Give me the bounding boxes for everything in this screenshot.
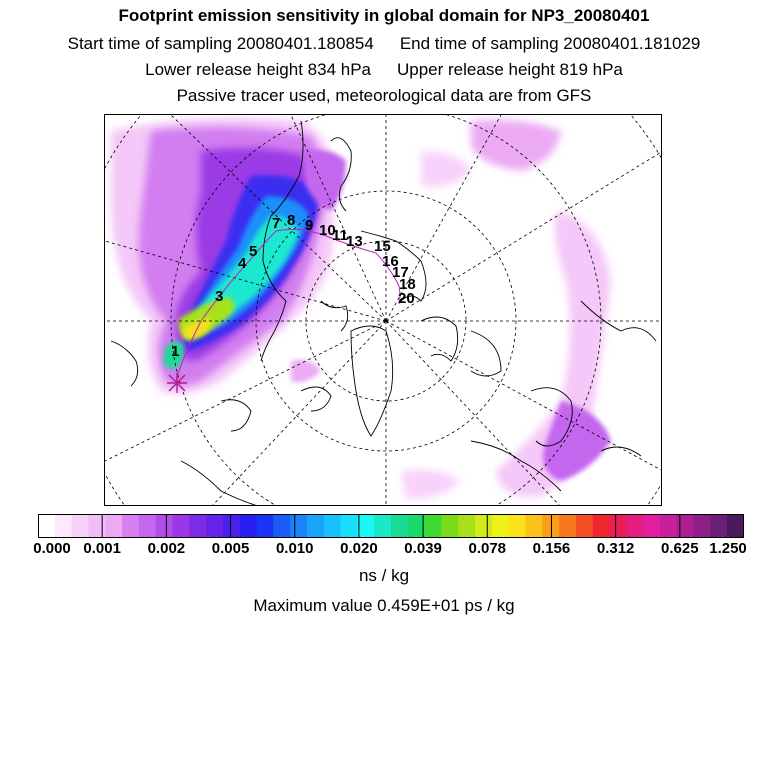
colorbar-cell bbox=[694, 514, 711, 538]
colorbar-cell bbox=[206, 514, 223, 538]
tracer-note: Passive tracer used, meteorological data are from GFS bbox=[176, 86, 592, 105]
units-label: ns / kg bbox=[358, 566, 410, 585]
colorbar-tick-label: 0.010 bbox=[275, 540, 314, 557]
colorbar-cell bbox=[105, 514, 122, 538]
colorbar-cell bbox=[727, 514, 744, 538]
colorbar-cell bbox=[38, 514, 55, 538]
upper-height-label: Upper release height 819 hPa bbox=[397, 60, 623, 79]
maximum-value: Maximum value 0.459E+01 ps / kg bbox=[253, 596, 515, 615]
colorbar-cell bbox=[307, 514, 324, 538]
colorbar-cell bbox=[576, 514, 593, 538]
colorbar-tick-label: 1.250 bbox=[709, 540, 747, 557]
trajectory-label: 3 bbox=[215, 288, 224, 305]
colorbar-cell bbox=[710, 514, 727, 538]
colorbar-cell bbox=[492, 514, 509, 538]
end-time-label: End time of sampling 20080401.181029 bbox=[399, 34, 701, 53]
colorbar-tick-label: 0.002 bbox=[147, 540, 186, 557]
trajectory-label: 10 bbox=[319, 222, 336, 239]
colorbar-cell bbox=[240, 514, 257, 538]
map-canvas bbox=[105, 115, 662, 506]
colorbar-cell bbox=[509, 514, 526, 538]
colorbar-cell bbox=[324, 514, 341, 538]
colorbar-cell bbox=[122, 514, 139, 538]
colorbar-cell bbox=[626, 514, 643, 538]
trajectory-label: 15 bbox=[374, 238, 391, 255]
colorbar-cell bbox=[257, 514, 274, 538]
colorbar-tick-label: 0.039 bbox=[404, 540, 442, 557]
colorbar-cell bbox=[189, 514, 206, 538]
colorbar-tick-label: 0.625 bbox=[661, 540, 699, 557]
colorbar-cell bbox=[139, 514, 156, 538]
colorbar-cell bbox=[525, 514, 542, 538]
polar-map bbox=[104, 114, 662, 506]
trajectory-label: 18 bbox=[399, 276, 416, 293]
colorbar-tick-label: 0.156 bbox=[532, 540, 571, 557]
trajectory-label: 20 bbox=[398, 290, 415, 307]
colorbar-cell bbox=[341, 514, 358, 538]
trajectory-label: 5 bbox=[249, 243, 258, 260]
colorbar-cell bbox=[223, 514, 240, 538]
colorbar-cell bbox=[55, 514, 72, 538]
colorbar-tick-label: 0.000 bbox=[33, 540, 71, 557]
map-title: Footprint emission sensitivity in global domain for NP3_20080401 bbox=[118, 6, 650, 25]
colorbar-tick-label: 0.078 bbox=[468, 540, 507, 557]
colorbar-cell bbox=[290, 514, 307, 538]
colorbar-cell bbox=[593, 514, 610, 538]
colorbar-tick-label: 0.005 bbox=[211, 540, 250, 557]
colorbar-cell bbox=[458, 514, 475, 538]
trajectory-label: 13 bbox=[346, 233, 363, 250]
colorbar-cell bbox=[88, 514, 105, 538]
colorbar-cell bbox=[374, 514, 391, 538]
colorbar-cell bbox=[559, 514, 576, 538]
colorbar-cell bbox=[357, 514, 374, 538]
colorbar-cell bbox=[172, 514, 189, 538]
release-heights bbox=[0, 60, 768, 80]
colorbar-tick-label: 0.020 bbox=[340, 540, 378, 557]
trajectory-label: 4 bbox=[238, 255, 247, 272]
colorbar bbox=[38, 514, 744, 538]
trajectory-label: 17 bbox=[392, 264, 409, 281]
release-point-icon bbox=[167, 373, 187, 393]
colorbar-cell bbox=[610, 514, 627, 538]
colorbar-cell bbox=[643, 514, 660, 538]
colorbar-cell bbox=[425, 514, 442, 538]
trajectory-label: 1 bbox=[171, 343, 180, 360]
colorbar-tick-label: 0.312 bbox=[596, 540, 635, 557]
colorbar-tick-label: 0.001 bbox=[83, 540, 121, 557]
colorbar-cell bbox=[72, 514, 89, 538]
colorbar-cell bbox=[441, 514, 458, 538]
colorbar-cell bbox=[475, 514, 492, 538]
trajectory-label: 7 bbox=[272, 215, 281, 232]
colorbar-cell bbox=[156, 514, 173, 538]
start-time-label: Start time of sampling 20080401.180854 bbox=[67, 34, 374, 53]
lower-height-label: Lower release height 834 hPa bbox=[145, 60, 371, 79]
colorbar-cell bbox=[273, 514, 290, 538]
trajectory-label: 8 bbox=[287, 212, 296, 229]
sensitivity-plume bbox=[111, 118, 611, 500]
sampling-times bbox=[0, 34, 768, 54]
colorbar-cell bbox=[391, 514, 408, 538]
trajectory-label: 9 bbox=[305, 217, 314, 234]
trajectory-label: 11 bbox=[332, 227, 348, 244]
trajectory-label: 16 bbox=[382, 253, 399, 270]
colorbar-cell bbox=[660, 514, 677, 538]
